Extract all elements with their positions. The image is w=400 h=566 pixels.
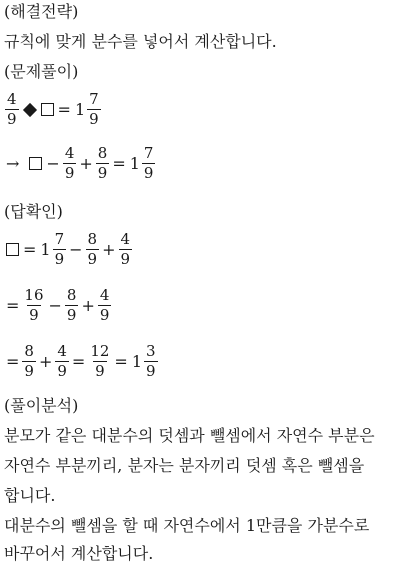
fraction: $\frac{4}{9}$	[7, 90, 17, 128]
whole-number: 1	[74, 100, 86, 119]
arrow-icon: →	[6, 154, 20, 173]
equation-check-1	[4, 232, 133, 267]
problem-title: (문제풀이)	[4, 62, 79, 81]
fraction: $\frac{3}{9}$	[146, 342, 156, 380]
equals-sign: =	[114, 352, 128, 371]
blank-box	[41, 103, 54, 116]
equation-check-3	[4, 344, 159, 379]
equation-transform	[4, 146, 156, 181]
fraction: $\frac{12}{9}$	[90, 342, 110, 380]
minus-sign: −	[46, 154, 60, 173]
whole-number: 1	[131, 352, 142, 371]
fraction: $\frac{7}{9}$	[143, 144, 154, 182]
check-title: (답확인)	[4, 202, 63, 221]
plus-sign: +	[38, 352, 53, 371]
equals-sign: =	[71, 352, 86, 371]
fraction: $\frac{8}{9}$	[87, 230, 98, 268]
plus-sign: +	[81, 296, 95, 315]
whole-number: 1	[40, 240, 51, 259]
fraction: $\frac{4}{9}$	[99, 286, 110, 324]
plus-sign: +	[102, 240, 116, 259]
minus-sign: −	[69, 240, 83, 259]
equals-sign: =	[6, 352, 20, 371]
blank-box	[29, 157, 42, 170]
strategy-title: (해결전략)	[4, 2, 79, 21]
fraction: $\frac{4}{9}$	[64, 144, 75, 182]
analysis-line: 합니다.	[4, 486, 56, 505]
analysis-line: 분모가 같은 대분수의 덧셈과 뺄셈에서 자연수 부분은	[4, 426, 375, 445]
fraction: $\frac{8}{9}$	[66, 286, 77, 324]
equation-check-2	[4, 288, 112, 323]
equals-sign: =	[6, 296, 20, 315]
equation-rule	[4, 92, 102, 127]
blank-box	[6, 243, 19, 256]
fraction: $\frac{8}{9}$	[97, 144, 108, 182]
fraction: $\frac{4}{9}$	[57, 342, 67, 380]
minus-sign: −	[48, 296, 62, 315]
equals-sign: =	[112, 154, 126, 173]
strategy-text: 규칙에 맞게 분수를 넣어서 계산합니다.	[4, 32, 277, 51]
plus-sign: +	[79, 154, 93, 173]
fraction: $\frac{7}{9}$	[54, 230, 65, 268]
equals-sign: =	[23, 240, 37, 259]
equals-sign: =	[57, 100, 71, 119]
fraction: $\frac{4}{9}$	[120, 230, 131, 268]
fraction: $\frac{7}{9}$	[89, 90, 99, 128]
analysis-line: 바꾸어서 계산합니다.	[4, 544, 154, 563]
whole-number: 1	[129, 154, 140, 173]
analysis-line: 자연수 부분끼리, 분자는 분자끼리 덧셈 혹은 뺄셈을	[4, 456, 365, 475]
fraction: $\frac{16}{9}$	[24, 286, 44, 324]
fraction: $\frac{8}{9}$	[24, 342, 34, 380]
diamond-operator-icon	[22, 102, 36, 116]
analysis-title: (풀이분석)	[4, 396, 79, 415]
analysis-line: 대분수의 뺄셈을 할 때 자연수에서 1만큼을 가분수로	[4, 516, 370, 535]
